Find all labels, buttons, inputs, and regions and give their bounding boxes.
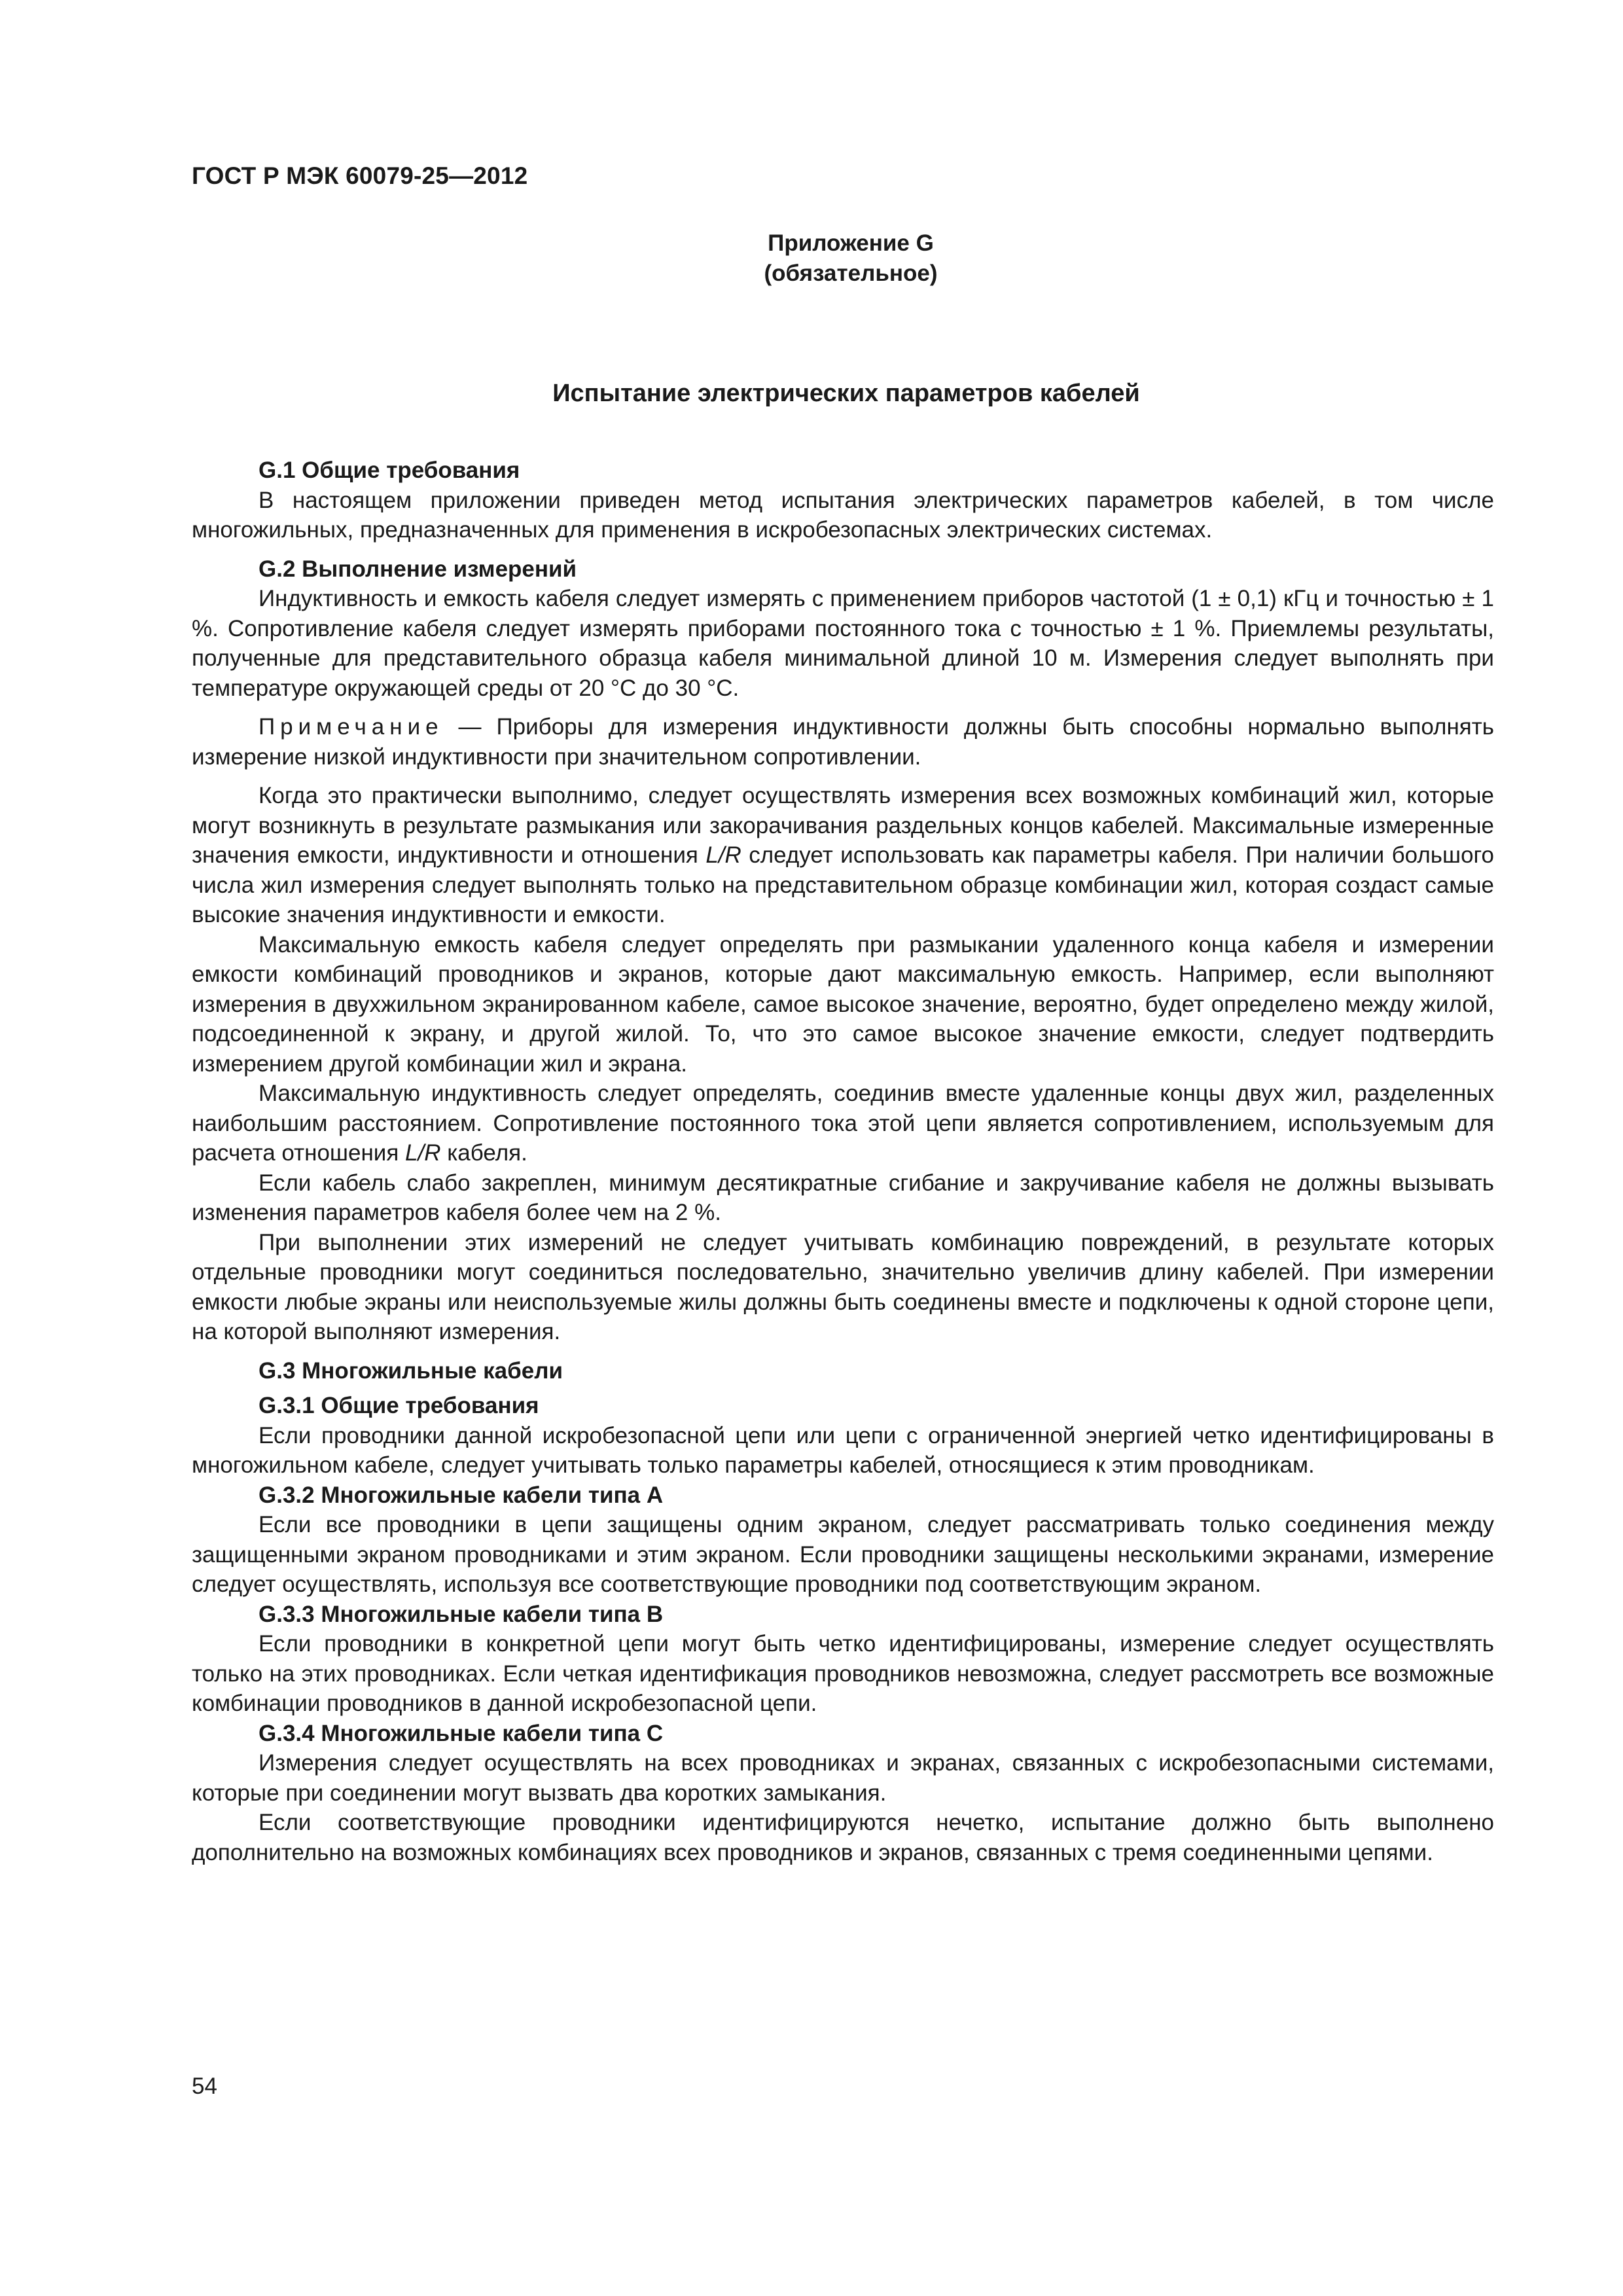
paragraph: Максимальную емкость кабеля следует определять при размыкании удаленного конца кабеля и измерении емкости комбинаций проводников и экранов, которые дают максимальную емкость. Например, если выполняют измерения в двухжильном экранированном кабеле, самое высокое значение, вероятно, будет определено между жилой, подсоединенной к экрану, и другой жилой. То, что это самое высокое значение емкости, следует подтвердить измерением другой комбинации жил и экрана. [192,931,1494,1077]
document-code: ГОСТ Р МЭК 60079-25—2012 [192,162,528,189]
paragraph-text: Когда это практически выполнимо, следует осуществлять измерения всех возможных комбинаций жил, которые могут возникнуть в результате размыкания или закорачивания раздельных концов кабелей. Максимальные измеренные значения емкости, индуктивности и отношения [192,783,1494,868]
paragraph: Если кабель слабо закреплен, минимум десятикратные сгибание и закручивание кабеля не должны вызывать изменения параметров кабеля более чем на 2 %. [192,1170,1494,1225]
paragraph: Если проводники данной искробезопасной цепи или цепи с ограниченной энергией четко идентифицированы в многожильном кабеле, следует учитывать только параметры кабелей, относящиеся к этим проводникам. [192,1422,1494,1478]
note [192,712,1494,772]
paragraph: В настоящем приложении приведен метод испытания электрических параметров кабелей, в том числе многожильных, предназначенных для применения в искробезопасных электрических системах. [192,487,1494,543]
section-heading-g1: G.1 Общие требования [259,457,520,483]
ratio-lr: L/R [705,842,741,868]
paragraph: Если все проводники в цепи защищены одним экраном, следует рассматривать только соединения между защищенными экраном проводниками и этим экраном. Если проводники защищены несколькими экранами, измерение следует осуществлять, используя все соответствующие проводники под соответствующим экраном. [192,1512,1494,1597]
paragraph [192,781,1494,930]
document-body [192,456,1494,1867]
annex-status: (обязательное) [764,260,938,286]
ratio-lr: L/R [405,1140,441,1166]
paragraph: Если соответствующие проводники идентифицируются нечетко, испытание должно быть выполнено дополнительно на возможных комбинациях всех проводников и экранов, связанных с тремя соединенными цепями. [192,1810,1494,1865]
paragraph [192,1079,1494,1168]
section-heading-g2: G.2 Выполнение измерений [259,556,577,582]
paragraph: Если проводники в конкретной цепи могут быть четко идентифицированы, измерение следует осуществлять только на этих проводниках. Если четкая идентификация проводников невозможна, следует рассмотреть все возможные комбинации проводников в данной искробезопасной цепи. [192,1631,1494,1716]
section-heading-g3: G.3 Многожильные кабели [259,1357,563,1384]
paragraph: Измерения следует осуществлять на всех проводниках и экранах, связанных с искробезопасными системами, которые при соединении могут вызвать два коротких замыкания. [192,1750,1494,1806]
paragraph-text: Максимальную индуктивность следует определять, соединив вместе удаленные концы двух жил, разделенных наибольшим расстоянием. Сопротивление постоянного тока этой цепи является сопротивлением, используемым для расчета отношения [192,1081,1494,1166]
subsection-heading-g33: G.3.3 Многожильные кабели типа В [259,1601,664,1627]
page-number: 54 [192,2073,217,2099]
annex-title: Приложение G [768,230,934,256]
subsection-heading-g31: G.3.1 Общие требования [259,1393,539,1418]
note-label: Примечание [259,714,444,740]
paragraph-text: следует использовать как параметры кабеля. При наличии большого числа жил измерения следует выполнять только на представительном образце комбинации жил, которая создаст самые высокие значения индуктивности и емкости. [192,842,1494,927]
note-text: — Приборы для измерения индуктивности должны быть способны нормально выполнять измерение низкой индуктивности при значительном сопротивлении. [192,714,1494,770]
subsection-heading-g34: G.3.4 Многожильные кабели типа С [259,1720,664,1746]
paragraph: При выполнении этих измерений не следует учитывать комбинацию повреждений, в результате которых отдельные проводники могут соединиться последовательно, значительно увеличив длину кабелей. При измерении емкости любые экраны или неиспользуемые жилы должны быть соединены вместе и подключены к одной стороне цепи, на которой выполняют измерения. [192,1229,1494,1344]
annex-heading: Испытание электрических параметров кабелей [552,380,1140,407]
subsection-heading-g32: G.3.2 Многожильные кабели типа А [259,1482,664,1508]
paragraph-text: кабеля. [440,1140,527,1166]
paragraph: Индуктивность и емкость кабеля следует измерять с применением приборов частотой (1 ± 0,1) кГц и точностью ± 1 %. Сопротивление кабеля следует измерять приборами постоянного тока с точностью ± 1 %. Приемлемы результаты, полученные для представительного образца кабеля минимальной длиной 10 м. Измерения следует выполнять при температуре окружающей среды от 20 °С до 30 °С. [192,586,1494,701]
